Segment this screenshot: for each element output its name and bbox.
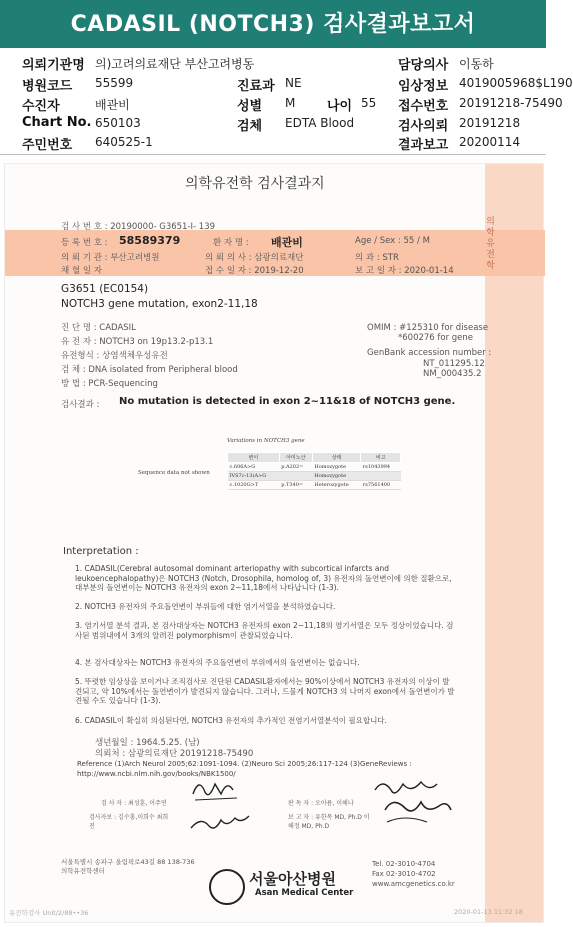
value-request-date: 20191218 (459, 116, 521, 130)
interp-item-3: 3. 염기서열 분석 결과, 본 검사대상자는 NOTCH3 유전자의 exon 2~11,18의 염기서열은 모두 정상이었습니다. 검사된 범위내에서 3개의 알려진 polymorphism이 관찰되었습니다. (75, 621, 454, 640)
side-band (485, 164, 543, 922)
label-request-date: 검사의뢰 (398, 119, 449, 134)
header-info (0, 50, 573, 158)
interp-item-1: 1. CADASIL(Cerebral autosomal dominant arteriopathy with subcortical infarcts and leukoencephalopathy)은 NOTCH3 (Notch, Drosophila, homolog of, 3) 유전자의 돌연변이에 의한 질환으로, 대부분의 돌연변이는 NOTCH3 유전자의 exon 2~11,18에서 나타납니다 (1-3). (75, 564, 452, 592)
label-resident-no: 주민번호 (22, 138, 73, 153)
age-sex: Age / Sex : 55 / M (355, 236, 430, 246)
examiner-1: 검 사 자 : 최성훈, 이주연 (101, 800, 167, 807)
gene: 유 전 자 : NOTCH3 on 19p13.2-p13.1 (61, 337, 214, 347)
result-label: 검사결과 : (61, 400, 100, 410)
exam-number: 검 사 번 호 : 20190000- G3651-I- 139 (61, 222, 216, 232)
request-doctor: 의 뢰 의 사 : 삼광의료재단 (205, 253, 304, 263)
collect-date: 채 혈 일 자 (61, 266, 102, 276)
lab-tel: Tel. 02-3010-4704 (372, 860, 436, 868)
table-row (228, 481, 401, 490)
cell: rs1043994 (361, 463, 401, 472)
value-doctor: 이동하 (459, 57, 494, 71)
label-patient: 수진자 (22, 99, 60, 114)
label-hospital-code: 병원코드 (22, 79, 73, 94)
result-text: No mutation is detected in exon 2~11&18 of NOTCH3 gene. (119, 396, 456, 407)
omim-disease: OMIM : #125310 for disease (367, 323, 489, 333)
value-result-report: 20200114 (459, 135, 521, 149)
cell: c.1020G>T (228, 481, 280, 490)
variation-table (227, 452, 401, 490)
label-receipt-no: 접수번호 (398, 99, 449, 114)
receive-date: 접 수 일 자 : 2019-12-20 (205, 266, 304, 276)
value-resident-no: 640525-1 (95, 135, 153, 149)
report-title: CADASIL (NOTCH3) 검사결과보고서 (0, 0, 546, 48)
side-label: 의학유전학 (484, 216, 494, 271)
cell: p.A202= (279, 463, 312, 472)
label-chart-no: Chart No. (22, 115, 92, 130)
examiner-signature (187, 772, 267, 842)
col-amino: 아미노산 (279, 453, 312, 463)
footer-left: 유전학검사 Unit/2/88••36 (9, 909, 89, 917)
birth-date: 생년월일 : 1964.5.25. (남) (95, 738, 200, 748)
hospital-name-ko: 서울아산병원 (249, 870, 336, 888)
label-specimen: 검체 (237, 119, 263, 134)
cell (279, 472, 312, 481)
genbank-label: GenBank accession number : (367, 348, 492, 358)
sequence-note: Sequence data not shown (138, 470, 210, 476)
lab-fax: Fax 02-3010-4702 (372, 870, 436, 878)
test-name: NOTCH3 gene mutation, exon2-11,18 (61, 298, 258, 310)
table-row (228, 463, 401, 472)
cell: Homozygote (312, 472, 361, 481)
inheritance: 유전형식 : 상염색체우성유전 (61, 351, 168, 361)
value-sex: M (285, 96, 296, 110)
cell: c.606A>G (228, 463, 280, 472)
label-dept: 진료과 (237, 79, 275, 94)
label-result-report: 결과보고 (398, 138, 449, 153)
cell: rs7561400 (361, 481, 401, 490)
value-age: 55 (361, 96, 377, 110)
patient-name: 배관비 (271, 236, 303, 249)
value-chart-no: 650103 (95, 116, 141, 130)
patient-label: 환 자 명 : (213, 238, 249, 248)
value-patient: 배관비 (95, 98, 130, 112)
label-doctor: 담당의사 (398, 58, 449, 73)
genetic-test-report (4, 163, 544, 923)
department: 의 과 : STR (355, 253, 399, 263)
reg-number: 58589379 (119, 234, 181, 247)
footer-right: 2020-01-13 11:32 18 (454, 908, 523, 916)
value-receipt-no: 20191218-75490 (459, 96, 563, 110)
cell: Heterozygote (312, 481, 361, 490)
reviewer: 판 독 자 : 오아름, 이해나 (288, 800, 354, 807)
interp-item-2: 2. NOTCH3 유전자의 주요돌연변이 부위들에 대한 염기서열을 분석하였습니다. (75, 602, 336, 611)
col-variant: 변이 (228, 453, 280, 463)
reg-label: 등 록 번 호 : (61, 238, 108, 248)
cell: p.T340= (279, 481, 312, 490)
col-note: 비고 (361, 453, 401, 463)
table-row (228, 472, 401, 481)
header-divider (0, 154, 546, 155)
reviewer-signature (365, 776, 455, 836)
genbank-nm: NM_000435.2 (423, 369, 482, 379)
label-sex: 성별 (237, 99, 263, 114)
label-clinical: 임상정보 (398, 79, 449, 94)
cell: Homozygote (312, 463, 361, 472)
interp-item-4: 4. 본 검사대상자는 NOTCH3 유전자의 주요돌연변이 부위에서의 돌연변이는 없습니다. (75, 658, 360, 667)
method: 방 법 : PCR-Sequencing (61, 379, 158, 389)
interpretation-title: Interpretation : (63, 546, 139, 557)
report-date: 보 고 일 자 : 2020-01-14 (355, 266, 454, 276)
label-age: 나이 (327, 99, 353, 114)
variation-title: Variations in NOTCH3 gene (227, 438, 305, 444)
request-ref: 의뢰처 : 삼광의료재단 20191218-75490 (95, 749, 254, 759)
value-hospital-code: 55599 (95, 76, 134, 90)
hospital-logo-icon (209, 869, 245, 905)
cell: IVS7c-13)A>G (228, 472, 280, 481)
diagnosis: 진 단 명 : CADASIL (61, 323, 136, 333)
hospital-name-en: Asan Medical Center (255, 888, 354, 898)
interp-item-6: 6. CADASIL이 확실히 의심된다면, NOTCH3 유전자의 추가적인 전염기서열분석이 필요합니다. (75, 716, 387, 725)
test-code: G3651 (EC0154) (61, 283, 149, 295)
value-clinical: 4019005968$L190 (459, 76, 573, 90)
label-req-org: 의뢰기관명 (22, 58, 85, 73)
interp-item-5: 5. 뚜렷한 임상상을 보이거나 조직검사로 진단된 CADASIL환자에서는 90%이상에서 NOTCH3 유전자의 이상이 발견되고, 약 10%에서는 돌연변이가 발견되지 않습니다. 그러나, 드물게 NOTCH3 의 나머지 exon에서 돌연변이가 발견될 수도 있습니다 (1-3). (75, 677, 455, 705)
value-dept: NE (285, 76, 302, 90)
col-status: 상태 (312, 453, 361, 463)
report-heading: 의학유전학 검사결과지 (185, 176, 325, 192)
value-specimen: EDTA Blood (285, 116, 355, 130)
value-req-org: 의)고려의료재단 부산고려병동 (95, 57, 255, 71)
genbank-nt: NT_011295.12 (423, 359, 485, 369)
references: Reference (1)Arch Neurol 2005;62:1091-1094. (2)Neuro Sci 2005;26:117-124 (3)GeneReviews : http://www.ncbi.nlm.nih.gov/books/NBK1500/ (77, 760, 412, 778)
cell (361, 472, 401, 481)
examiner-2: 검사자보 : 김수홍,이희수 최희진 (89, 814, 169, 830)
omim-gene: *600276 for gene (398, 333, 474, 343)
reporter: 보 고 자 : 유한목 MD, Ph.D 이해정 MD, Ph.D (288, 814, 370, 830)
specimen: 검 체 : DNA isolated from Peripheral blood (61, 365, 238, 375)
lab-address: 서울특별시 송파구 올림픽로43길 88 138-736 의학유전학센터 (61, 858, 195, 875)
request-org: 의 뢰 기 관 : 부산고려병원 (61, 253, 160, 263)
lab-website: www.amcgenetics.co.kr (372, 880, 455, 888)
